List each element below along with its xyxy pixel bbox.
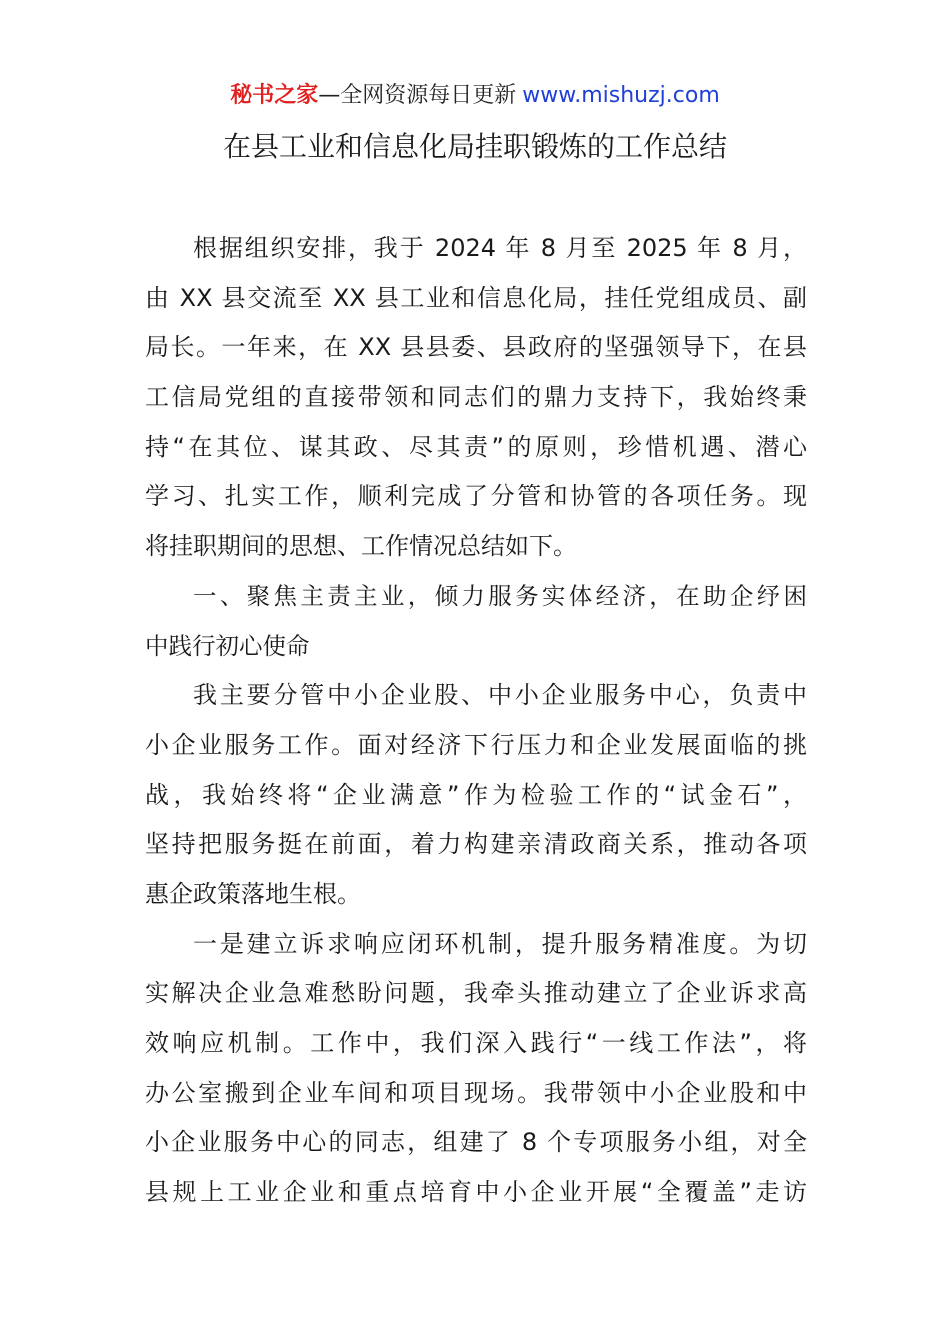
section-heading: 中践行初心使命 (145, 631, 310, 660)
text-line: 根据组织安排，我于 2024 年 8 月至 2025 年 8 月， (193, 234, 807, 262)
header-tagline: —全网资源每日更新 (318, 83, 517, 108)
brand-name: 秘书之家 (230, 83, 319, 108)
text-line: 小企业服务工作。面对经济下行压力和企业发展面临的挑 (145, 730, 807, 759)
text-line: 坚持把服务挺在前面，着力构建亲清政商关系，推动各项 (145, 830, 807, 859)
text-line: 工信局党组的直接带领和同志们的鼎力支持下，我始终秉 (145, 383, 807, 412)
text-line: 效响应机制。工作中，我们深入践行“一线工作法”，将 (145, 1029, 807, 1057)
text-line: 一是建立诉求响应闭环机制，提升服务精准度。为切 (193, 929, 807, 958)
text-line: 将挂职期间的思想、工作情况总结如下。 (145, 532, 577, 561)
site-url[interactable]: www.mishuzj.com (522, 83, 720, 108)
text-line: 小企业服务中心的同志，组建了 8 个专项服务小组，对全 (145, 1128, 807, 1157)
document-body (145, 224, 807, 1218)
text-line: 局长。一年来，在 XX 县县委、县政府的坚强领导下，在县 (145, 333, 807, 362)
section-heading: 一、聚焦主责主业，倾力服务实体经济，在助企纾困 (193, 581, 807, 610)
text-line: 惠企政策落地生根。 (145, 879, 361, 908)
text-line: 我主要分管中小企业股、中小企业服务中心，负责中 (193, 681, 807, 710)
text-line: 办公室搬到企业车间和项目现场。我带领中小企业股和中 (145, 1078, 807, 1107)
site-header (0, 82, 950, 110)
text-line: 县规上工业企业和重点培育中小企业开展“全覆盖”走访 (145, 1178, 807, 1207)
text-line: 持“在其位、谋其政、尽其责”的原则，珍惜机遇、潜心 (145, 432, 807, 461)
text-line: 学习、扎实工作，顺利完成了分管和协管的各项任务。现 (145, 482, 807, 511)
text-line: 由 XX 县交流至 XX 县工业和信息化局，挂任党组成员、副 (145, 283, 807, 312)
document-title: 在县工业和信息化局挂职锻炼的工作总结 (222, 130, 727, 163)
text-line: 战，我始终将“企业满意”作为检验工作的“试金石”， (145, 780, 807, 809)
text-line: 实解决企业急难愁盼问题，我牵头推动建立了企业诉求高 (145, 979, 807, 1008)
